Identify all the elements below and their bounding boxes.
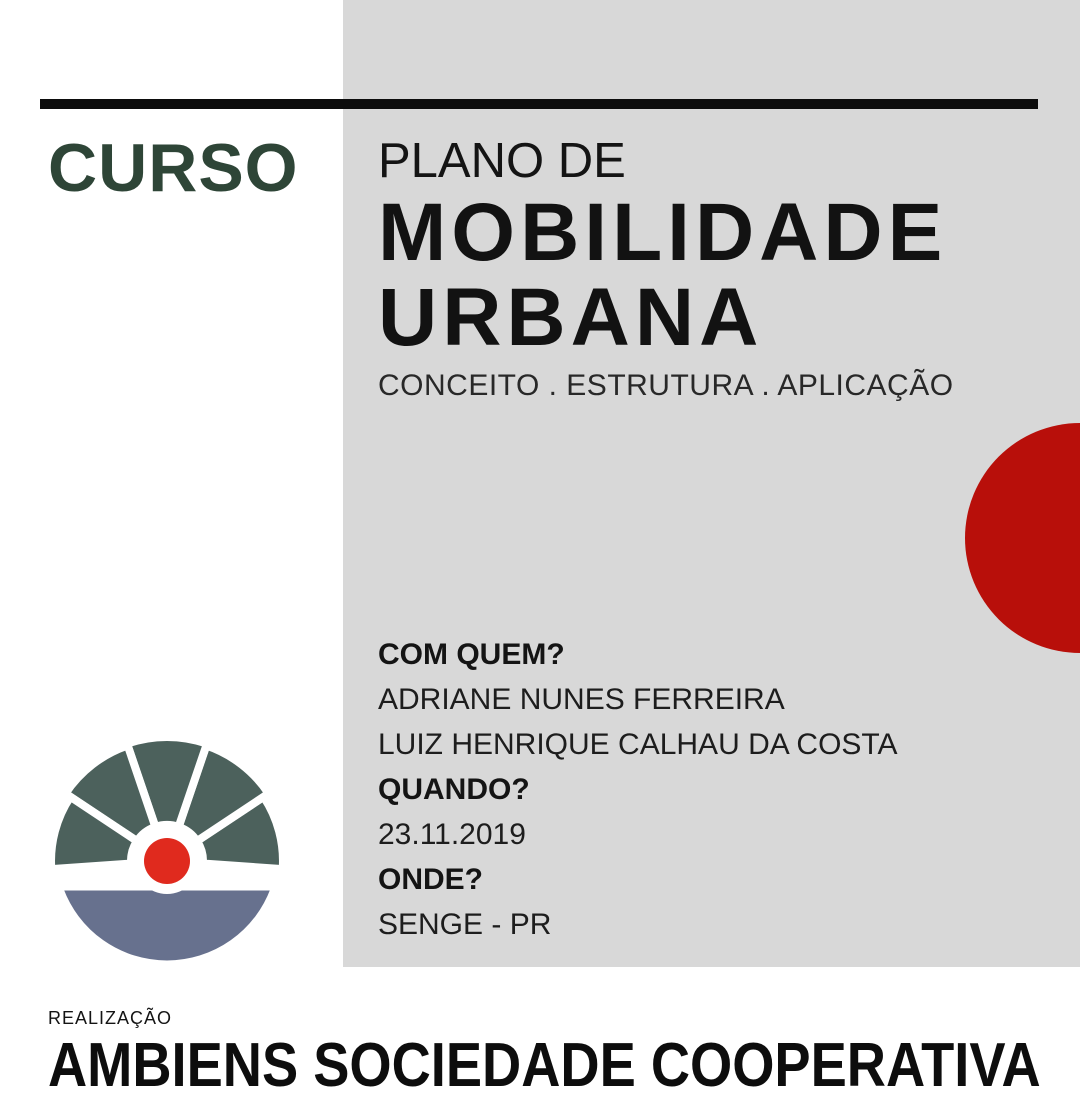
- logo-base: [61, 888, 274, 963]
- detail-quando-label: QUANDO?: [378, 773, 530, 806]
- detail-com-quem-label: COM QUEM?: [378, 638, 565, 671]
- kicker-curso: CURSO: [48, 130, 299, 206]
- subtitle: CONCEITO . ESTRUTURA . APLICAÇÃO: [378, 369, 954, 402]
- detail-speaker-1: ADRIANE NUNES FERREIRA: [378, 683, 785, 716]
- title-line-2: MOBILIDADE: [378, 187, 948, 278]
- title-line-1: PLANO DE: [378, 134, 626, 188]
- detail-location: SENGE - PR: [378, 908, 552, 941]
- title-line-3: URBANA: [378, 272, 764, 363]
- logo-center-dot: [144, 838, 190, 884]
- footer-organization: AMBIENS SOCIEDADE COOPERATIVA: [48, 1031, 1041, 1100]
- detail-date: 23.11.2019: [378, 818, 526, 851]
- detail-onde-label: ONDE?: [378, 863, 483, 896]
- footer-label: REALIZAÇÃO: [48, 1008, 173, 1028]
- detail-speaker-2: LUIZ HENRIQUE CALHAU DA COSTA: [378, 728, 898, 761]
